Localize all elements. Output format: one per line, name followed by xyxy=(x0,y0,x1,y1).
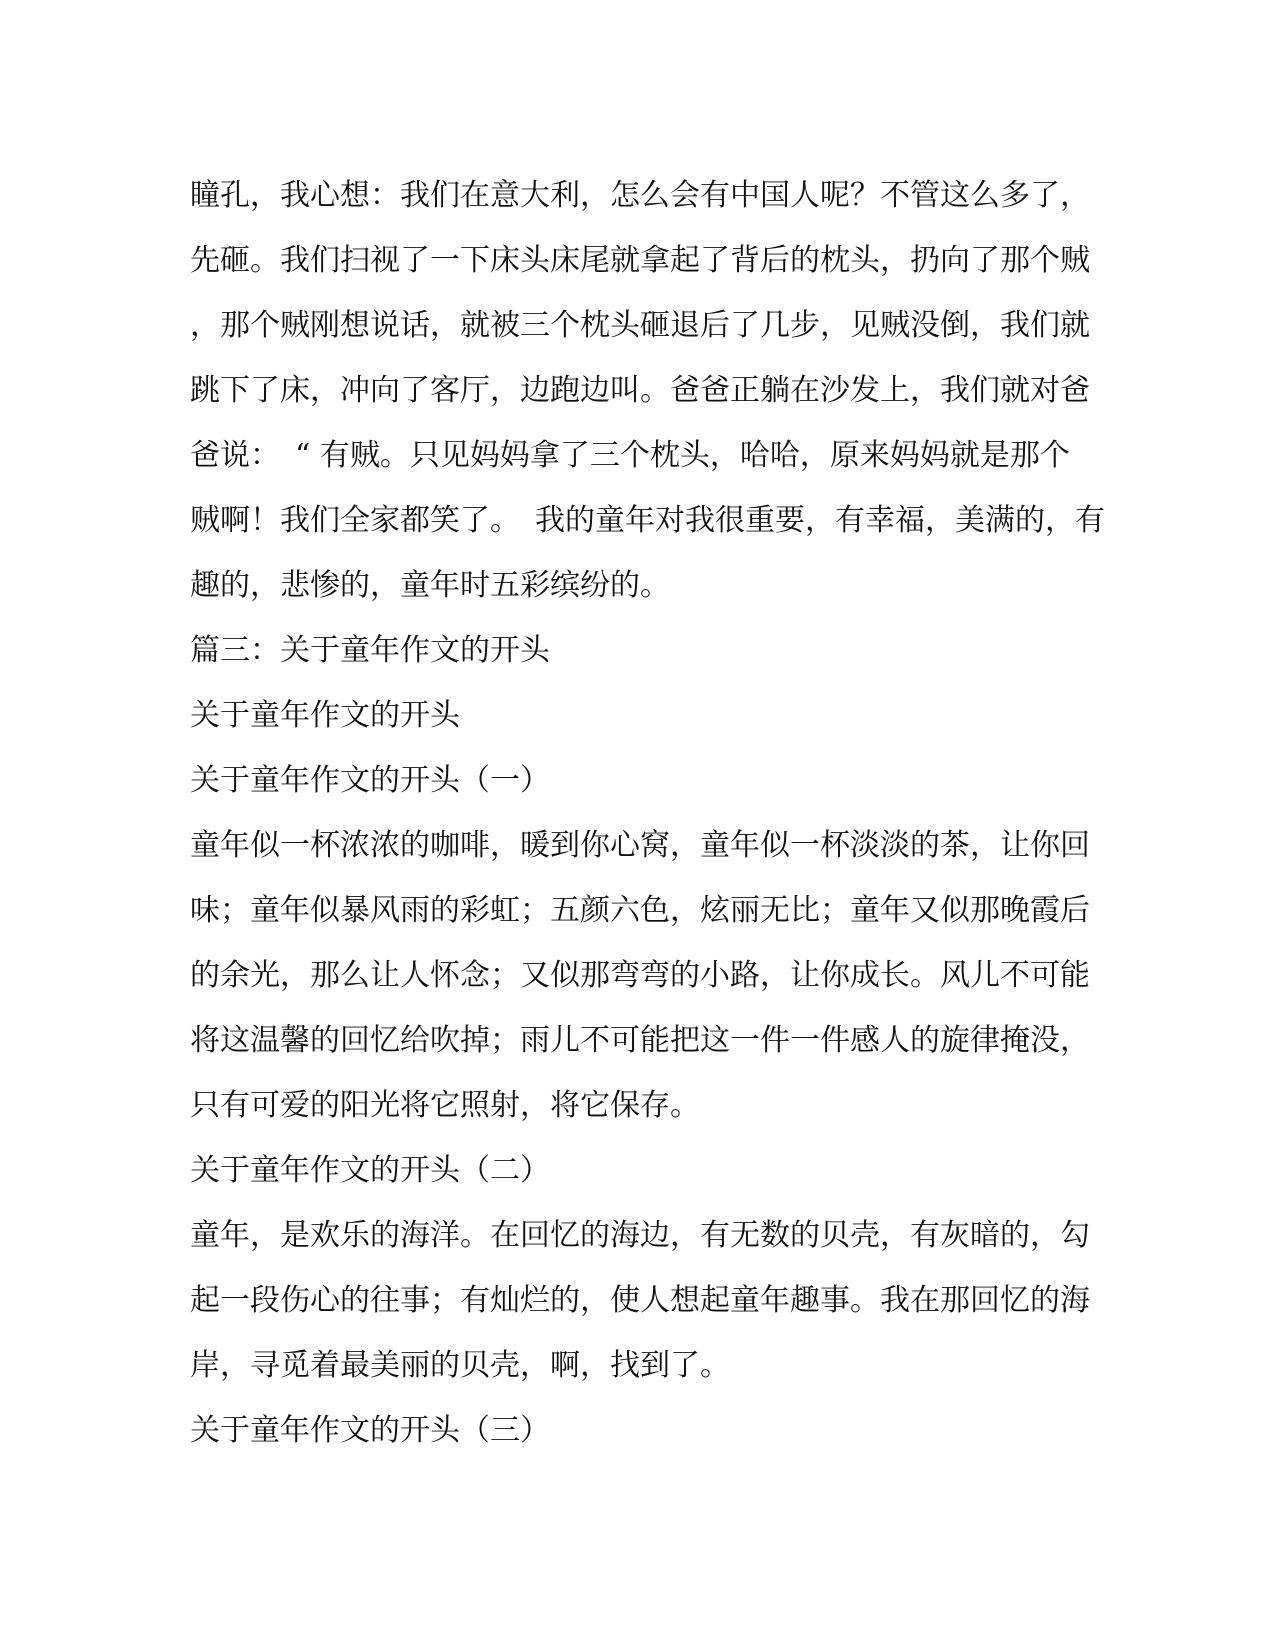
section-heading: 篇三：关于童年作文的开头 xyxy=(190,633,550,668)
text-line: 趣的，悲惨的，童年时五彩缤纷的。 xyxy=(190,568,670,603)
text-line: 味；童年似暴风雨的彩虹；五颜六色，炫丽无比；童年又似那晚霞后 xyxy=(190,893,1090,928)
subsection-heading: 关于童年作文的开头（一） xyxy=(190,763,550,798)
subsection-heading: 关于童年作文的开头（三） xyxy=(190,1413,550,1448)
text-line: 童年，是欢乐的海洋。在回忆的海边，有无数的贝壳，有灰暗的，勾 xyxy=(190,1218,1090,1253)
text-line: ，那个贼刚想说话，就被三个枕头砸退后了几步，见贼没倒，我们就 xyxy=(190,308,1090,343)
text-line: 瞳孔，我心想：我们在意大利，怎么会有中国人呢？不管这么多了， xyxy=(190,178,1090,213)
document-body xyxy=(190,163,1105,1463)
text-line: 爸说： “ 有贼。只见妈妈拿了三个枕头，哈哈，原来妈妈就是那个 xyxy=(190,438,1070,473)
text-line: 童年似一杯浓浓的咖啡，暖到你心窝，童年似一杯淡淡的茶，让你回 xyxy=(190,828,1090,863)
text-line: 跳下了床，冲向了客厅，边跑边叫。爸爸正躺在沙发上，我们就对爸 xyxy=(190,373,1090,408)
section-heading: 关于童年作文的开头 xyxy=(190,698,460,733)
text-line: 起一段伤心的往事；有灿烂的，使人想起童年趣事。我在那回忆的海 xyxy=(190,1283,1090,1318)
text-line: 岸，寻觅着最美丽的贝壳，啊，找到了。 xyxy=(190,1348,730,1383)
text-line: 先砸。我们扫视了一下床头床尾就拿起了背后的枕头，扔向了那个贼 xyxy=(190,243,1090,278)
subsection-heading: 关于童年作文的开头（二） xyxy=(190,1153,550,1188)
text-line: 的余光，那么让人怀念；又似那弯弯的小路，让你成长。风儿不可能 xyxy=(190,958,1090,993)
text-line: 只有可爱的阳光将它照射，将它保存。 xyxy=(190,1088,700,1123)
text-line: 将这温馨的回忆给吹掉；雨儿不可能把这一件一件感人的旋律掩没， xyxy=(190,1023,1090,1058)
text-line: 贼啊！我们全家都笑了。 我的童年对我很重要，有幸福，美满的，有 xyxy=(190,503,1105,538)
